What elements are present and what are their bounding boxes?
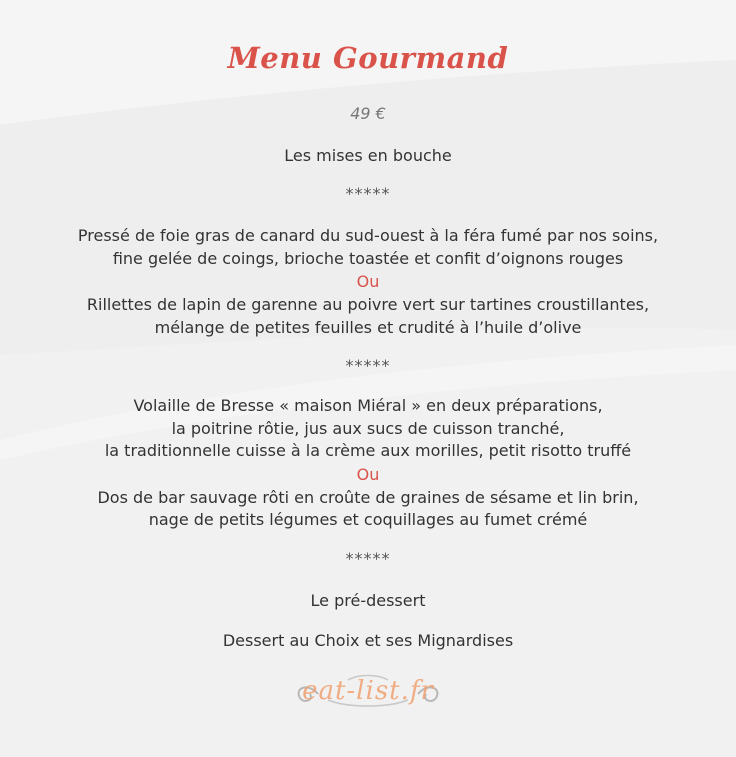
main-option-1-line-2: la poitrine rôtie, jus aux sucs de cuisson tranché, bbox=[171, 418, 565, 438]
main-or-label: Ou bbox=[356, 464, 380, 484]
starter-option-1-line-1: Pressé de foie gras de canard du sud-ouest à la féra fumé par nos soins, bbox=[77, 226, 659, 245]
menu-title: Menu Gourmand bbox=[227, 41, 509, 75]
starter-option-1-line-2: fine gelée de coings, brioche toastée et confit d’oignons rouges bbox=[112, 248, 624, 268]
main-option-1-line-1: Volaille de Bresse « maison Miéral » en deux préparations, bbox=[133, 396, 603, 415]
starter-or-label: Ou bbox=[356, 272, 380, 291]
menu-price: 49 € bbox=[350, 104, 386, 123]
main-option-2-line-1: Dos de bar sauvage rôti en croûte de graines de sésame et lin brin, bbox=[97, 487, 639, 507]
starters-section bbox=[0, 225, 736, 339]
pre-dessert: Le pré-dessert bbox=[310, 590, 426, 610]
dessert: Dessert au Choix et ses Mignardises bbox=[222, 630, 514, 650]
main-option-2-line-2: nage de petits légumes et coquillages au fumet crémé bbox=[148, 510, 588, 529]
mains-section bbox=[0, 395, 736, 532]
main-option-1-line-3: la traditionnelle cuisse à la crème aux morilles, petit risotto truffé bbox=[104, 441, 632, 460]
watermark bbox=[0, 674, 736, 708]
starter-option-2-line-1: Rillettes de lapin de garenne au poivre vert sur tartines croustillantes, bbox=[86, 295, 650, 314]
watermark-text: eat-list.fr bbox=[302, 675, 434, 706]
amuse-bouche: Les mises en bouche bbox=[284, 146, 452, 165]
starter-option-2-line-2: mélange de petites feuilles et crudité à l’huile d’olive bbox=[154, 317, 582, 337]
separator: ***** bbox=[345, 356, 391, 375]
separator: ***** bbox=[345, 548, 391, 568]
separator: ***** bbox=[345, 184, 391, 203]
